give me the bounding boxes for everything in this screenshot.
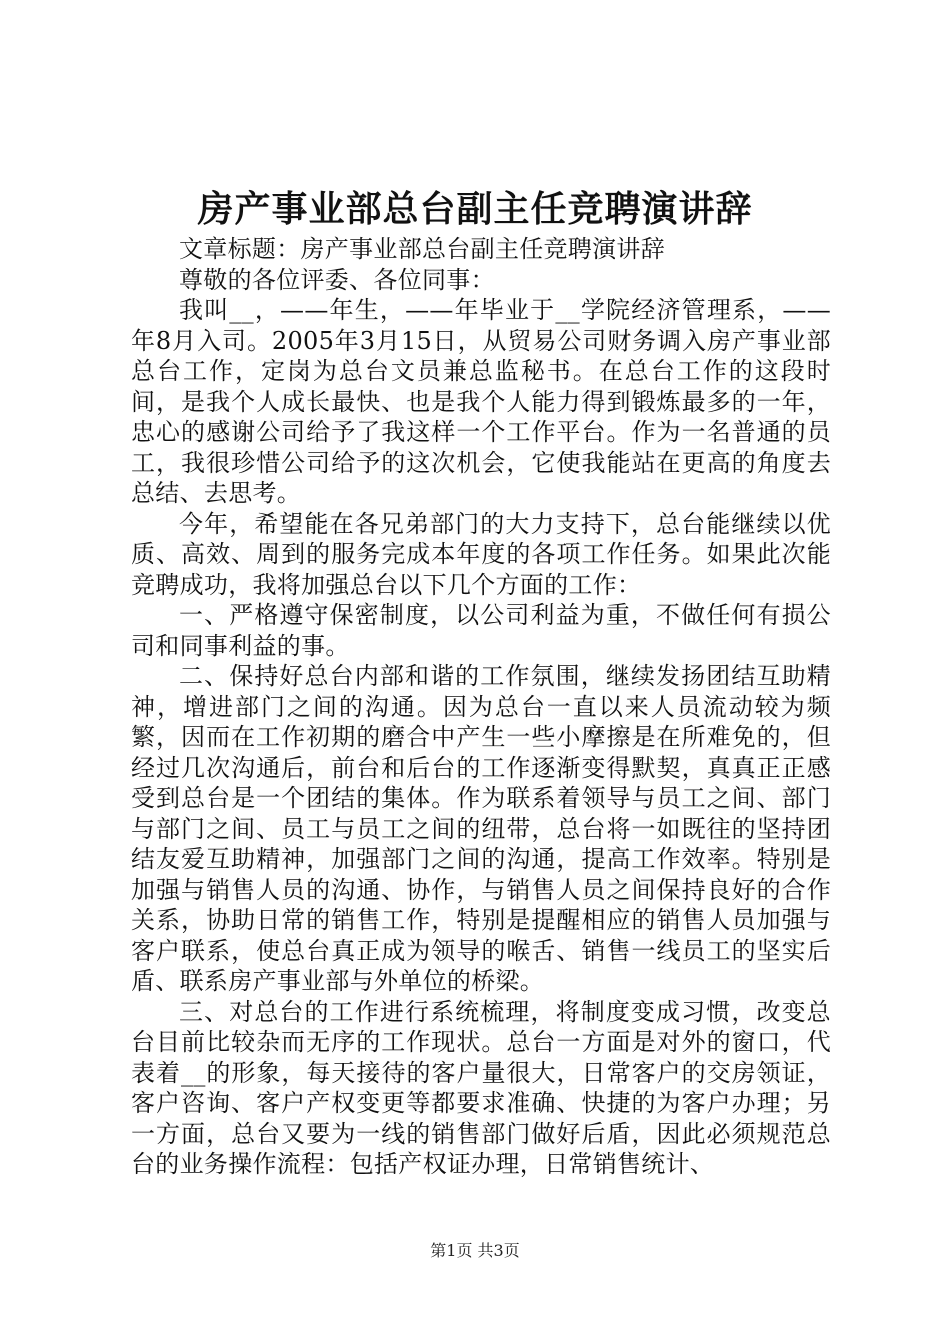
paragraph-point-one: 一、严格遵守保密制度，以公司利益为重，不做任何有损公司和同事利益的事。 <box>131 601 831 660</box>
paragraph-point-two: 二、保持好总台内部和谐的工作氛围，继续发扬团结互助精神，增进部门之间的沟通。因为总台一直以来人员流动较为频繁，因而在工作初期的磨合中产生一些小摩擦是在所难免的，但经过几次沟通后，前台和后台的工作逐渐变得默契，真真正正感受到总台是一个团结的集体。作为联系着领导与员工之间、部门与部门之间、员工与员工之间的纽带，总台将一如既往的坚持团结友爱互助精神，加强部门之间的沟通，提高工作效率。特别是加强与销售人员的沟通、协作，与销售人员之间保持良好的合作关系，协助日常的销售工作，特别是提醒相应的销售人员加强与客户联系，使总台真正成为领导的喉舌、销售一线员工的坚实后盾、联系房产事业部与外单位的桥梁。 <box>131 662 831 995</box>
paragraph-point-three: 三、对总台的工作进行系统梳理，将制度变成习惯，改变总台目前比较杂而无序的工作现状。总台一方面是对外的窗口，代表着__的形象，每天接待的客户量很大，日常客户的交房领证，客户咨询、客户产权变更等都要求准确、快捷的为客户办理；另一方面，总台又要为一线的销售部门做好后盾，因此必须规范总台的业务操作流程：包括产权证办理，日常销售统计、 <box>131 997 831 1178</box>
paragraph-introduction: 我叫__，——年生，——年毕业于__学院经济管理系，——年8月入司。2005年3月15日，从贸易公司财务调入房产事业部总台工作，定岗为总台文员兼总监秘书。在总台工作的这段时间，是我个人成长最快、也是我个人能力得到锻炼最多的一年，忠心的感谢公司给予了我这样一个工作平台。作为一名普通的员工，我很珍惜公司给予的这次机会，它使我能站在更高的角度去总结、去思考。 <box>131 296 831 507</box>
page-number: 第1页 共3页 <box>430 1241 520 1260</box>
document-body <box>131 234 831 1180</box>
document-title: 房产事业部总台副主任竞聘演讲辞 <box>197 188 753 230</box>
paragraph-salutation: 尊敬的各位评委、各位同事： <box>179 265 495 294</box>
paragraph-goals: 今年，希望能在各兄弟部门的大力支持下，总台能继续以优质、高效、周到的服务完成本年度的各项工作任务。如果此次能竞聘成功，我将加强总台以下几个方面的工作： <box>131 509 831 599</box>
paragraph-article-title: 文章标题：房产事业部总台副主任竞聘演讲辞 <box>179 235 665 263</box>
